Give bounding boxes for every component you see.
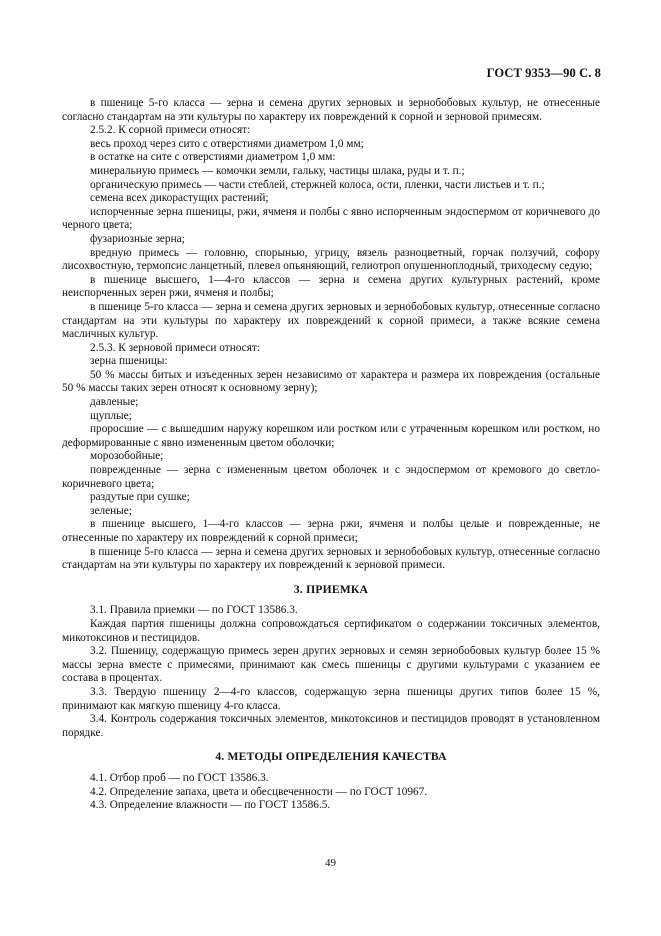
section-3-body [62, 604, 600, 740]
page-header: ГОСТ 9353—90 С. 8 [486, 66, 601, 80]
paragraph: поврежденные — зерна с измененным цветом оболочек и с эндоспермом от кремового до светло-коричневого цвета; [62, 464, 600, 490]
paragraph: 4.2. Определение запаха, цвета и обесцвеченности — по ГОСТ 10967. [90, 785, 428, 798]
section-title-acceptance: 3. ПРИЕМКА [293, 582, 369, 596]
paragraph: органическую примесь — части стеблей, стержней колоса, ости, пленки, части листьев и т. п.; [90, 178, 545, 191]
paragraph: 2.5.2. К сорной примеси относят: [90, 124, 251, 137]
paragraph: Каждая партия пшеницы должна сопровождаться сертификатом о содержании токсичных элементов, микотоксинов и пестицидов. [62, 617, 600, 644]
paragraph: семена всех дикорастущих растений; [90, 192, 269, 205]
paragraph: зеленые; [90, 504, 132, 517]
page-number: 49 [325, 857, 336, 869]
paragraph: 2.5.3. К зерновой примеси относят: [90, 341, 260, 354]
paragraph: зерна пшеницы: [90, 355, 168, 368]
paragraph: в пшенице 5-го класса — зерна и семена других зерновых и зернобобовых культур, отнесенные согласно стандартам на эти культуры по характеру их повреждений к зерновой примеси. [62, 545, 600, 572]
paragraph: в пшенице 5-го класса — зерна и семена других зерновых и зернобобовых культур, отнесенные согласно стандартам на эти культуры по характеру их повреждений к сорной примеси, а также всякие семена масличных культур. [62, 300, 600, 341]
paragraph: минеральную примесь — комочки земли, гальку, частицы шлака, руды и т. п.; [90, 164, 465, 177]
document-body [62, 97, 600, 813]
paragraph: давленые; [90, 396, 139, 409]
paragraph: 4.1. Отбор проб — по ГОСТ 13586.3. [90, 771, 269, 784]
section-4-body [62, 772, 600, 813]
paragraph: 3.4. Контроль содержания токсичных элементов, микотоксинов и пестицидов проводят в установленном порядке. [62, 713, 600, 739]
paragraph: 4.3. Определение влажности — по ГОСТ 13586.5. [90, 799, 331, 812]
paragraph: в пшенице высшего, 1—4-го классов — зерна и семена других культурных растений, кроме неиспорченных зерен ржи, ячменя и полбы; [62, 273, 600, 300]
paragraph: проросшие — с вышедшим наружу корешком или ростком или с утраченным корешком или ростком, но деформированные с явно измененным цветом оболочки; [62, 423, 600, 449]
paragraph: весь проход через сито с отверстиями диаметром 1,0 мм; [90, 137, 364, 150]
paragraph: фузариозные зерна; [90, 232, 185, 245]
paragraph: 50 % массы битых и изъеденных зерен независимо от характера и размера их повреждения (остальные 50 % массы таких зерен относят к основному зерну); [62, 368, 600, 395]
section-title-quality-methods: 4. МЕТОДЫ ОПРЕДЕЛЕНИЯ КАЧЕСТВА [215, 750, 447, 764]
paragraph: вредную примесь — головню, спорынью, угрицу, вязель разноцветный, горчак ползучий, софору лисохвостную, термопсис ланцетный, плевел опьяняющий, гелиотроп опушенноплодный, триходесму седую; [62, 246, 600, 273]
paragraph: 3.1. Правила приемки — по ГОСТ 13586.3. [90, 604, 298, 617]
paragraph: щуплые; [90, 409, 132, 422]
paragraph: 3.2. Пшеницу, содержащую примесь зерен других зерновых и семян зернобобовых культур более 15 % массы зерна вместе с примесями, принимают как смесь пшеницы с другими культурами с указанием ее состава в процентах. [62, 645, 600, 685]
section-2-continuation [62, 97, 600, 573]
paragraph: испорченные зерна пшеницы, ржи, ячменя и полбы с явно испорченным эндоспермом от коричневого до черного цвета; [62, 205, 600, 232]
paragraph: в пшенице высшего, 1—4-го классов — зерна ржи, ячменя и полбы целые и поврежденные, не отнесенные по характеру их повреждений к сорной примеси; [62, 518, 600, 544]
paragraph: раздутые при сушке; [90, 491, 190, 504]
paragraph: 3.3. Твердую пшеницу 2—4-го классов, содержащую зерна пшеницы других типов более 15 %, принимают как мягкую пшеницу 4-го класса. [62, 685, 600, 712]
paragraph: в пшенице 5-го класса — зерна и семена других зерновых и зернобобовых культур, не отнесенные согласно стандартам на эти культуры по характеру их повреждений к сорной и зерновой примесям. [62, 97, 600, 123]
paragraph: в остатке на сите с отверстиями диаметром 1,0 мм: [90, 151, 336, 164]
paragraph: морозобойные; [90, 450, 164, 463]
